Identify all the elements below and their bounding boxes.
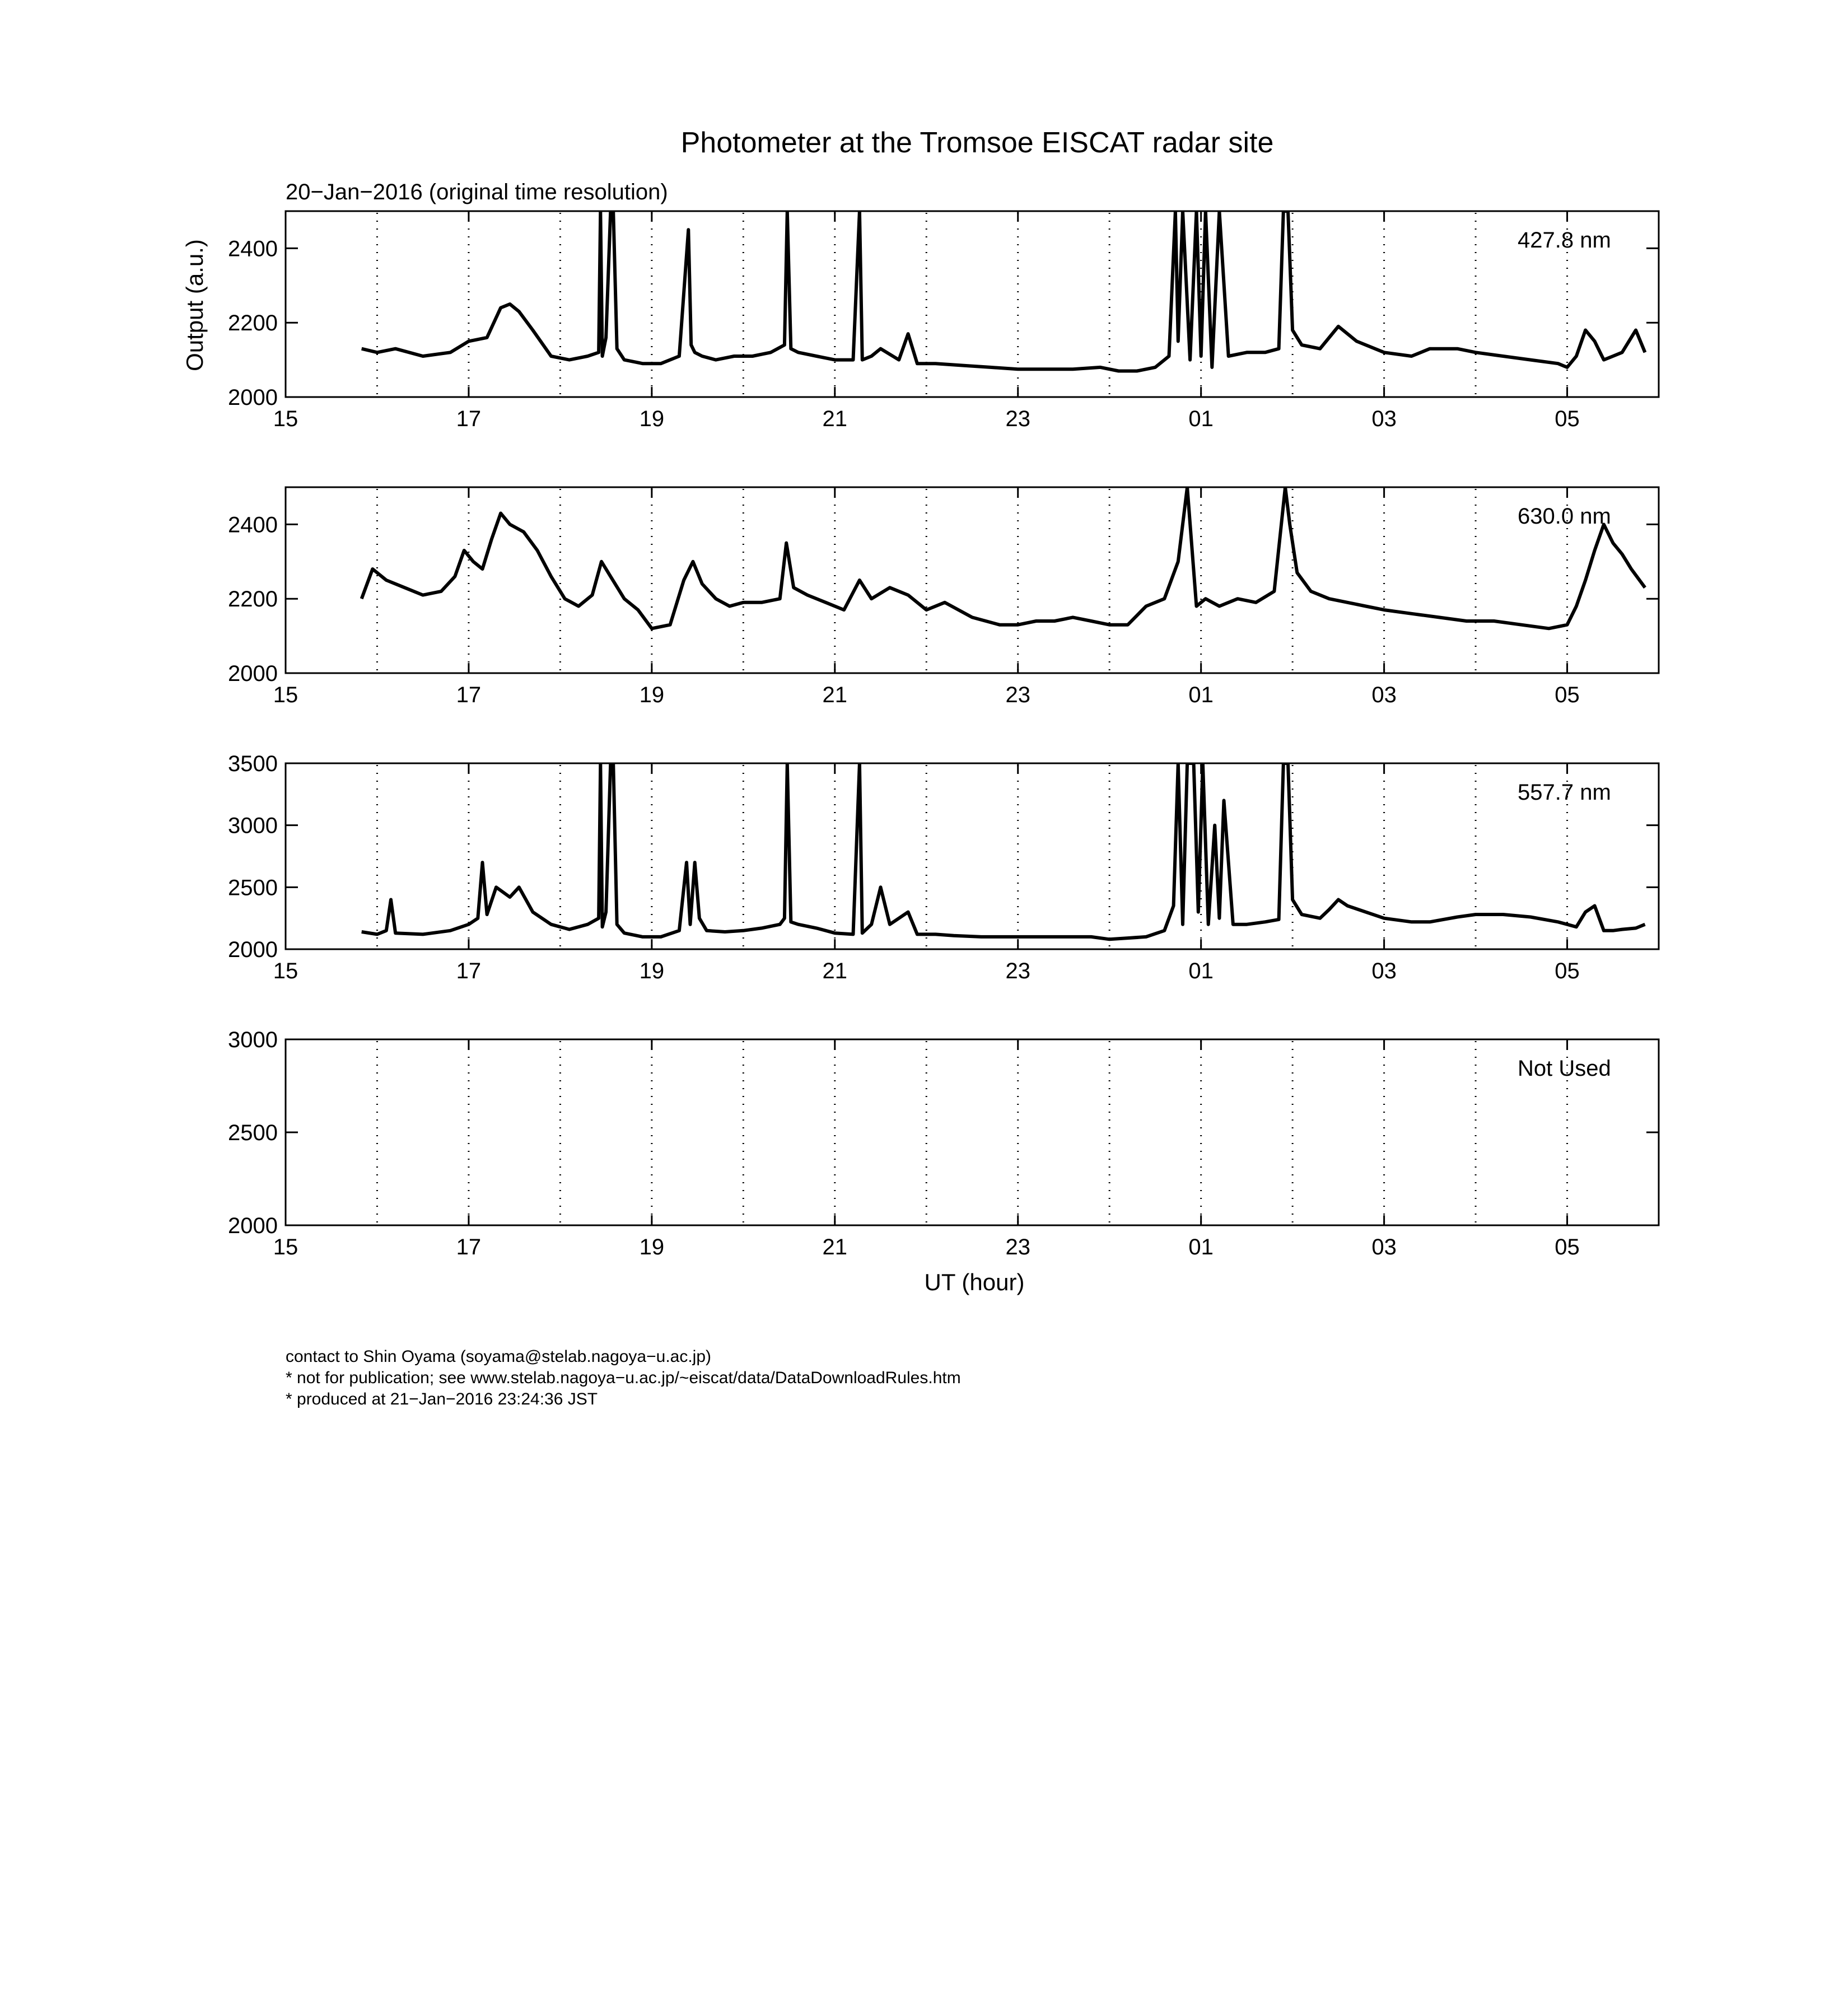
y-tick-label: 3000	[228, 813, 278, 838]
x-tick-label: 21	[822, 1235, 848, 1259]
x-tick-label: 23	[1005, 1235, 1030, 1259]
y-tick-label: 2400	[228, 512, 278, 538]
x-tick-label: 01	[1188, 683, 1214, 707]
series-line	[362, 487, 1645, 628]
channel-label: 427.8 nm	[1518, 228, 1611, 253]
x-axis-label: UT (hour)	[924, 1269, 1025, 1295]
panels	[228, 211, 1659, 1259]
plot-frame	[286, 487, 1659, 673]
figure-subtitle: 20−Jan−2016 (original time resolution)	[286, 180, 668, 204]
channel-label: 630.0 nm	[1518, 504, 1611, 529]
x-tick-label: 03	[1371, 959, 1397, 983]
plot-frame	[286, 763, 1659, 949]
y-tick-label: 2200	[228, 311, 278, 336]
x-tick-label: 03	[1371, 1235, 1397, 1259]
y-tick-label: 2500	[228, 875, 278, 900]
footer-line-1: contact to Shin Oyama (soyama@stelab.nagoya−u.ac.jp)	[286, 1347, 712, 1366]
y-tick-label: 2000	[228, 661, 278, 686]
y-axis-label: Output (a.u.)	[181, 239, 208, 371]
x-tick-label: 05	[1555, 407, 1580, 431]
figure-title: Photometer at the Tromsoe EISCAT radar site	[680, 127, 1274, 159]
y-tick-label: 2000	[228, 385, 278, 410]
x-tick-label: 23	[1005, 959, 1030, 983]
x-tick-label: 01	[1188, 407, 1214, 431]
x-tick-label: 17	[456, 959, 482, 983]
panel-4	[228, 1028, 1659, 1259]
x-tick-label: 01	[1188, 1235, 1214, 1259]
x-tick-label: 15	[273, 1235, 298, 1259]
y-tick-label: 2000	[228, 937, 278, 962]
x-tick-label: 17	[456, 1235, 482, 1259]
x-tick-label: 03	[1371, 407, 1397, 431]
x-tick-label: 03	[1371, 683, 1397, 707]
plot-frame	[286, 211, 1659, 397]
x-tick-label: 17	[456, 407, 482, 431]
y-tick-label: 2200	[228, 587, 278, 612]
x-tick-label: 01	[1188, 959, 1214, 983]
x-tick-label: 21	[822, 407, 848, 431]
x-tick-label: 19	[639, 683, 665, 707]
plot-frame	[286, 1039, 1659, 1225]
x-tick-label: 19	[639, 959, 665, 983]
x-tick-label: 21	[822, 683, 848, 707]
series-line	[362, 763, 1645, 939]
channel-label: 557.7 nm	[1518, 780, 1611, 805]
x-tick-label: 17	[456, 683, 482, 707]
y-tick-label: 3000	[228, 1028, 278, 1052]
x-tick-label: 21	[822, 959, 848, 983]
y-tick-label: 2500	[228, 1121, 278, 1145]
footer-line-3: * produced at 21−Jan−2016 23:24:36 JST	[286, 1390, 598, 1408]
x-tick-label: 05	[1555, 959, 1580, 983]
x-tick-label: 05	[1555, 1235, 1580, 1259]
y-tick-label: 3500	[228, 752, 278, 776]
panel-1	[228, 211, 1659, 431]
x-tick-label: 15	[273, 959, 298, 983]
x-tick-label: 23	[1005, 407, 1030, 431]
panel-2	[228, 487, 1659, 707]
x-tick-label: 19	[639, 1235, 665, 1259]
x-tick-label: 19	[639, 407, 665, 431]
footer-line-2: * not for publication; see www.stelab.nagoya−u.ac.jp/~eiscat/data/DataDownloadRules.htm	[286, 1369, 961, 1387]
x-tick-label: 15	[273, 683, 298, 707]
x-tick-label: 05	[1555, 683, 1580, 707]
panel-3	[228, 752, 1659, 983]
x-tick-label: 23	[1005, 683, 1030, 707]
y-tick-label: 2000	[228, 1214, 278, 1238]
y-tick-label: 2400	[228, 236, 278, 262]
series-line	[362, 211, 1645, 371]
channel-label: Not Used	[1518, 1056, 1611, 1081]
x-tick-label: 15	[273, 407, 298, 431]
